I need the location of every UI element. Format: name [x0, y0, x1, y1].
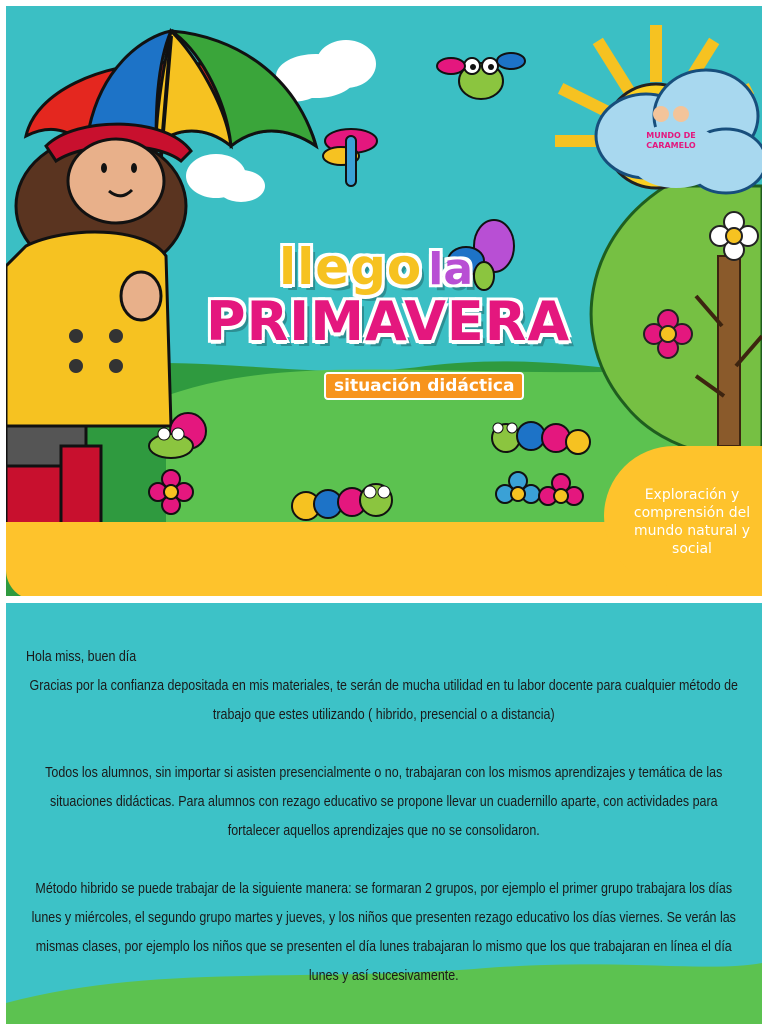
letter-greeting: Hola miss, buen día [26, 649, 137, 665]
letter-body [26, 643, 742, 1020]
letter-paragraph-2: Todos los alumnos, sin importar si asisten presencialmente o no, trabajaran con los mismos aprendizajes y temática de las situaciones didácticas. Para alumnos con rezago educativo se propone llevar un cuadernillo aparte, con actividades para fortalecer aquellos aprendizajes que no se consolidaron. [45, 765, 723, 839]
logo-kid-icon [673, 106, 689, 122]
field-text: Exploración y comprensión del mundo natural y social [633, 487, 751, 557]
letter-paragraph-1: Gracias por la confianza depositada en mis materiales, te serán de mucha utilidad en tu labor docente para cualquier método de trabajo que estes utilizando ( hibrido, presencial o a distancia) [29, 678, 738, 723]
title-la: la [428, 244, 474, 295]
title-primavera: PRIMAVERA [206, 290, 571, 353]
cover-title [206, 238, 571, 353]
cover-page [6, 6, 762, 596]
cover-subtitle: situación didáctica [324, 372, 524, 400]
svg-text:CARAMELO: CARAMELO [646, 141, 696, 150]
title-llego: llego [278, 238, 423, 296]
logo-kid-icon [653, 106, 669, 122]
letter-paragraph-3: Método hibrido se puede trabajar de la siguiente manera: se formaran 2 grupos, por ejemplo el primer grupo trabajara los días lunes y miércoles, el segundo grupo martes y jueves, y los niños que presenten rezago educativo los días viernes. Se verán las mismas clases, por ejemplo los niños que se presenten el día lunes trabajaran lo mismo que los que trabajaran en línea el día lunes y así sucesivamente. [31, 881, 736, 984]
logo-text: MUNDO DE [646, 131, 696, 140]
dragonfly-icon [323, 129, 377, 186]
letter-page [6, 603, 762, 1024]
bug-icon [437, 53, 525, 99]
